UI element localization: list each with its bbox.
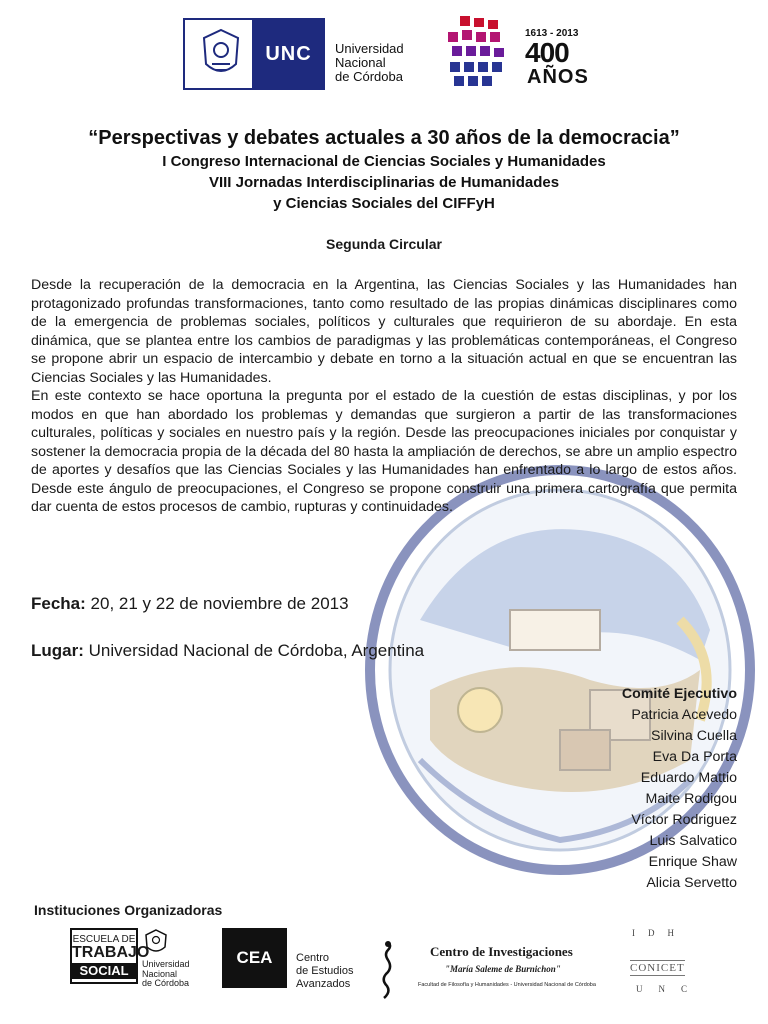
unc-small-name: Universidad Nacional de Córdoba: [142, 959, 190, 988]
paragraph-2: En este contexto se hace oportuna la pregunta por el estado de la cuestión de estas disciplinas, y por los modos en que han abordado los problemas y demandas que surgieron a partir de las transformaciones culturales, políticas y sociales en nuestro país y la región. Desde las preocupaciones iniciales por conquistar y sostener la democracia propia de la década del 80 hasta la ampliación de derechos, se abre un amplio espectro de aportes y desafíos que las Ciencias Sociales y las Humanidades han enfrentado a lo largo de estos años. Desde este ángulo de preocupaciones, el Congreso se propone construir una primera cartografía que permita dar cuenta de estos procesos de cambio, rupturas y continuidades.: [31, 388, 737, 515]
ciffyh-subtitle: "María Saleme de Burnichon": [445, 964, 561, 974]
ets-logo: ESCUELA DE TRABAJO SOCIAL: [70, 928, 138, 984]
unc-name: Universidad Nacional de Córdoba: [335, 41, 404, 84]
committee-member: Luis Salvatico: [649, 833, 737, 849]
committee-member: Enrique Shaw: [648, 854, 737, 870]
unc-seal-icon: [190, 24, 252, 84]
cea-logo: CEA: [222, 928, 287, 988]
subtitle-line-1: I Congreso Internacional de Ciencias Sociales y Humanidades: [162, 153, 606, 170]
anniversary-word: AÑOS: [527, 66, 589, 88]
ciffyh-title: Centro de Investigaciones: [430, 944, 573, 959]
conicet-name: CONICET: [630, 962, 685, 974]
body-text: [31, 276, 737, 517]
anniversary-years: 1613 - 2013: [525, 28, 579, 39]
anniversary-mosaic-icon: [446, 16, 512, 88]
committee-member: Maite Rodigou: [645, 791, 737, 807]
date-line: [31, 594, 349, 614]
ciffyh-figure-icon: [376, 940, 398, 1000]
venue-label: Lugar:: [31, 641, 84, 660]
committee-member: Silvina Cuella: [651, 728, 737, 744]
paragraph-1: Desde la recuperación de la democracia en la Argentina, las Ciencias Sociales y las Humanidades han protagonizado profundas transformaciones, tanto como resultado de las propias dinámicas disciplinares como de la emergencia de problemas sociales, políticos y culturales que requirieron de su abordaje. En esta dinámica, que se plantea entre los cambios de paradigmas y las problemáticas contemporáneas, el Congreso se propone abrir un espacio de intercambio y debate en torno a la situación actual en que se encuentran las Ciencias Sociales y las Humanidades.: [31, 277, 737, 386]
date-label: Fecha:: [31, 594, 86, 613]
ciffyh-faculty: Facultad de Filosofía y Humanidades - Universidad Nacional de Córdoba: [418, 982, 596, 988]
congress-title: “Perspectivas y debates actuales a 30 años de la democracia”: [88, 127, 680, 149]
unc-abbr: UNC: [252, 18, 325, 90]
anniversary-number: 400: [525, 37, 569, 68]
venue-line: [31, 641, 424, 661]
committee-member: Eduardo Mattio: [640, 770, 737, 786]
cea-name: Centro de Estudios Avanzados: [296, 952, 354, 990]
committee-heading: Comité Ejecutivo: [621, 686, 737, 702]
committee-member: Patricia Acevedo: [631, 707, 737, 723]
institutions-heading: Instituciones Organizadoras: [34, 902, 223, 918]
circular-heading: Segunda Circular: [326, 236, 442, 252]
subtitle-line-2: VIII Jornadas Interdisciplinarias de Humanidades: [208, 174, 560, 191]
committee-member: Alicia Servetto: [646, 875, 737, 891]
date-value: 20, 21 y 22 de noviembre de 2013: [90, 594, 349, 613]
committee-member: Víctor Rodriguez: [631, 812, 737, 828]
conicet-top-letters: IDH: [632, 928, 687, 938]
conicet-bottom-letters: UNC: [636, 984, 704, 994]
executive-committee: [622, 684, 737, 894]
subtitle-line-3: y Ciencias Sociales del CIFFyH: [273, 195, 495, 212]
committee-member: Eva Da Porta: [652, 749, 737, 765]
venue-value: Universidad Nacional de Córdoba, Argentina: [88, 641, 425, 660]
unc-small-seal-icon: [142, 928, 170, 956]
